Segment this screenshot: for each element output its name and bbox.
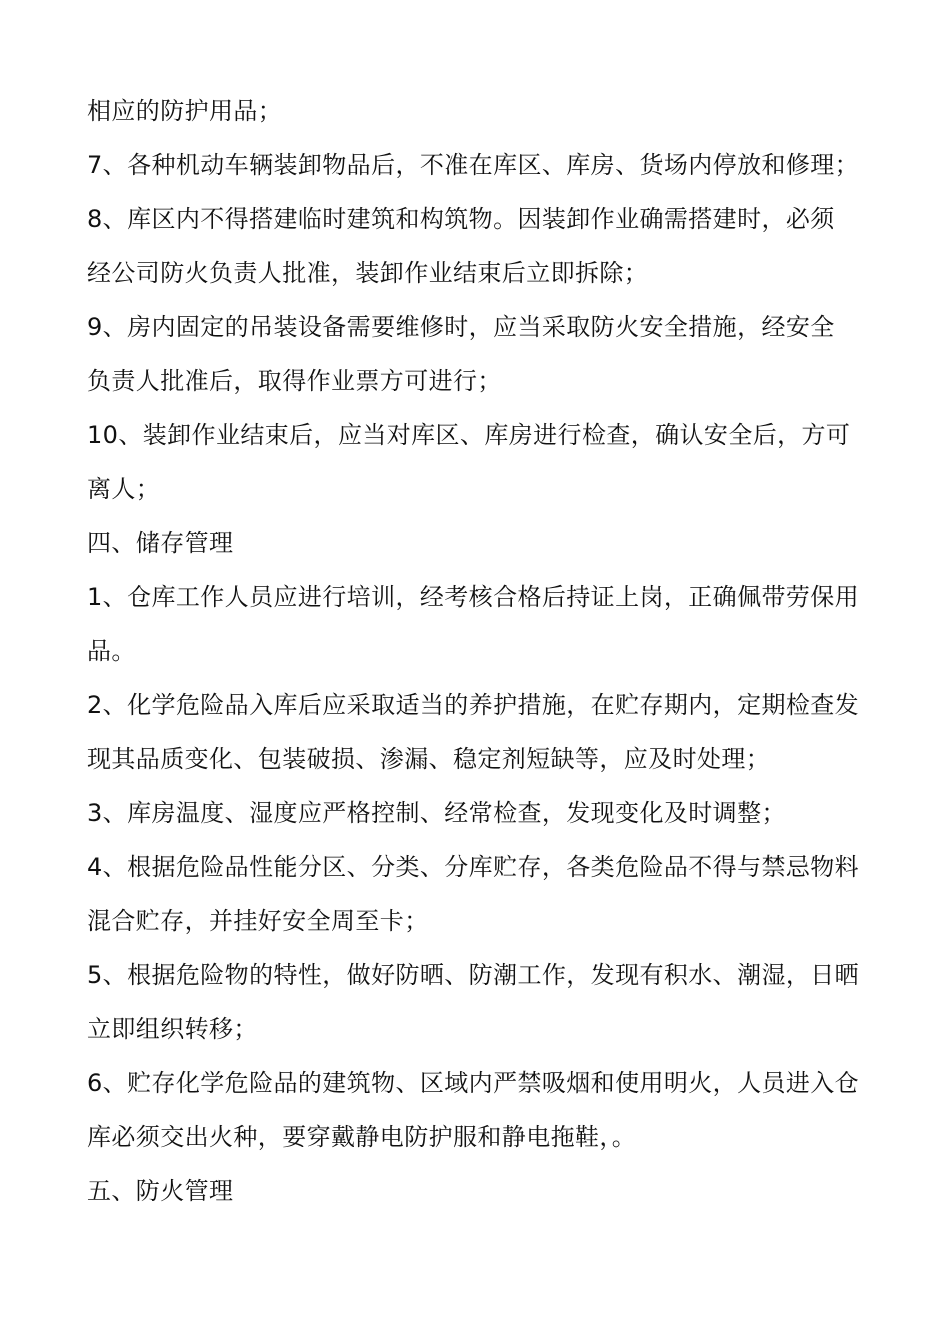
section-heading: 五、防火管理 bbox=[87, 1177, 234, 1205]
text-line: 经公司防火负责人批准，装卸作业结束后立即拆除； bbox=[87, 259, 649, 287]
section-heading: 四、储存管理 bbox=[87, 529, 234, 557]
text-line: 3、库房温度、湿度应严格控制、经常检查，发现变化及时调整； bbox=[87, 799, 786, 827]
text-line: 7、各种机动车辆装卸物品后，不准在库区、库房、货场内停放和修理； bbox=[87, 151, 860, 179]
text-line: 混合贮存，并挂好安全周至卡； bbox=[87, 907, 429, 935]
text-line: 1、仓库工作人员应进行培训，经考核合格后持证上岗，正确佩带劳保用 bbox=[87, 583, 860, 611]
text-line: 5、根据危险物的特性，做好防晒、防潮工作，发现有积水、潮湿，日晒 bbox=[87, 961, 860, 989]
text-line: 8、库区内不得搭建临时建筑和构筑物。因装卸作业确需搭建时，必须 bbox=[87, 205, 835, 233]
text-line: 库必须交出火种，要穿戴静电防护服和静电拖鞋，。 bbox=[87, 1123, 637, 1151]
text-line: 相应的防护用品； bbox=[87, 97, 283, 125]
text-line: 2、化学危险品入库后应采取适当的养护措施，在贮存期内，定期检查发 bbox=[87, 691, 860, 719]
text-line: 离人； bbox=[87, 475, 161, 503]
document-body bbox=[87, 84, 877, 1218]
text-line: 现其品质变化、包装破损、渗漏、稳定剂短缺等，应及时处理； bbox=[87, 745, 771, 773]
text-line: 9、房内固定的吊装设备需要维修时，应当采取防火安全措施，经安全 bbox=[87, 313, 835, 341]
text-line: 负责人批准后，取得作业票方可进行； bbox=[87, 367, 502, 395]
text-line: 4、根据危险品性能分区、分类、分库贮存，各类危险品不得与禁忌物料 bbox=[87, 853, 860, 881]
text-line: 立即组织转移； bbox=[87, 1015, 258, 1043]
text-line: 10、装卸作业结束后，应当对库区、库房进行检查，确认安全后，方可 bbox=[87, 421, 851, 449]
text-line: 品。 bbox=[87, 637, 136, 665]
text-line: 6、贮存化学危险品的建筑物、区域内严禁吸烟和使用明火，人员进入仓 bbox=[87, 1069, 860, 1097]
